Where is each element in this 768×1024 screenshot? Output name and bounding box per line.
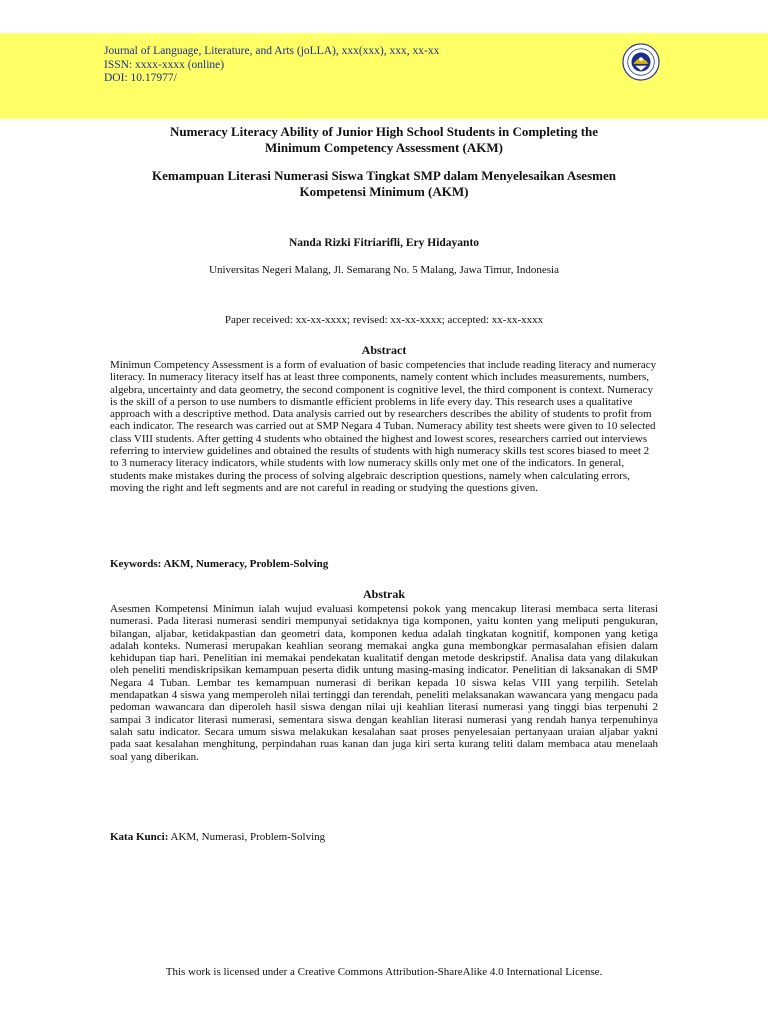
license-notice: This work is licensed under a Creative Commons Attribution-ShareAlike 4.0 International License. [165,966,603,978]
title-en-line-1: Numeracy Literacy Ability of Junior High School Students in Completing the [169,124,599,139]
university-seal-icon [622,43,660,81]
journal-citation-line: Journal of Language, Literature, and Arts (joLLA), xxx(xxx), xxx, xx-xx [104,45,440,57]
title-id-line-1: Kemampuan Literasi Numerasi Siswa Tingkat SMP dalam Menyelesaikan Asesmen [152,168,616,183]
abstract-heading: Abstract [361,343,407,357]
paper-title-indonesian [0,168,768,199]
title-en-line-2: Minimum Competency Assessment (AKM) [265,139,503,155]
kata-kunci-label: Kata Kunci: [110,831,169,843]
keywords-indonesian [110,831,325,843]
title-id-line-2: Kompetensi Minimum (AKM) [299,183,469,199]
journal-doi-line: DOI: 10.17977/ [104,72,177,84]
keywords-english: Keywords: AKM, Numeracy, Problem-Solving [110,558,329,570]
author-list: Nanda Rizki Fitriarifli, Ery Hidayanto [288,237,480,249]
journal-issn-line: ISSN: xxxx-xxxx (online) [104,58,225,71]
kata-kunci-value: AKM, Numerasi, Problem-Solving [168,831,326,843]
journal-info [104,45,439,86]
abstrak-body: Asesmen Kompetensi Minimun ialah wujud evaluasi kompetensi pokok yang mencakup literasi membaca serta literasi numerasi. Pada literasi numerasi sendiri mempunyai setidaknya tiga komponen, yaitu konten yang meliputi pengukuran, bilangan, aljabar, ketidakpastian dan geometri data, komponen kedua adalah tingkatan kognitif, komponen yang ketiga adalah konteks. Numerasi merupakan keahlian seorang memakai angka guna membongkar permasalahan efisien dalam kehidupan tiap hari. Penelitian ini memakai pendekatan kualitatif dengan metode deskripstif. Analisa data yang dilakukan oleh peneliti mendiskripsikan kemampuan peserta didik untung masing-masing indicator. Penelitian di laksanakan di SMP Negara 4 Tuban. Lembar tes kemampuan numerasi di berikan kepada 10 siswa kelas VIII yang terpilih. Setelah mendapatkan 4 siswa yang memperoleh nilai tertinggi dan terendah, peneliti melaksanakan wawancara yang mengacu pada pedoman wawancara dan diperoleh hasil siswa dengan nilai uji keahlian literasi numerasi yang tinggi bias terpenuhi 2 sampai 3 indicator literasi numerasi, sementara siswa dengan keahlian literasi numerasi yang rendah hanya terpenuhinya salah satu indicator. Secara umum siswa melakukan kesalahan saat proses penyelesaian pertanyaan uraian aljabar yakni pada saat kesalahan menghitung, perpindahan ruas kanan dan juga kiri serta kurang teliti dalam membaca atau menelaah soal yang diberikan. [110,603,658,763]
abstrak-heading: Abstrak [362,587,405,601]
paper-title-english [0,124,768,155]
paper-dates: Paper received: xx-xx-xxxx; revised: xx-xx-xxxx; accepted: xx-xx-xxxx [224,314,544,326]
abstract-body: Minimun Competency Assessment is a form of evaluation of basic competencies that include reading literacy and numeracy literacy. In numeracy literacy itself has at least three components, namely content which includes measurements, numbers, algebra, uncertainty and data geometry, the second component is cognitive level, the third component is context. Numeracy is the skill of a person to use numbers to dismantle efficient problems in life every day. This research uses a qualitative approach with a descriptive method. Data analysis carried out by researchers describes the ability of students to profit from each indicator. The research was carried out at SMP Negara 4 Tuban. Numeracy ability test sheets were given to 10 selected class VIII students. After getting 4 students who obtained the highest and lowest scores, researchers carried out interviews referring to interview guidelines and obtained the results of students with high numeracy skills test scores biased to meet 2 to 3 numeracy literacy indicators, while students with low numeracy skills only met one of the indicators. In general, students make mistakes during the process of solving algebraic description questions, namely when calculating errors, moving the right and left segments and are not careful in reading or studying the questions given. [110,359,657,494]
affiliation: Universitas Negeri Malang, Jl. Semarang No. 5 Malang, Jawa Timur, Indonesia [209,264,559,276]
